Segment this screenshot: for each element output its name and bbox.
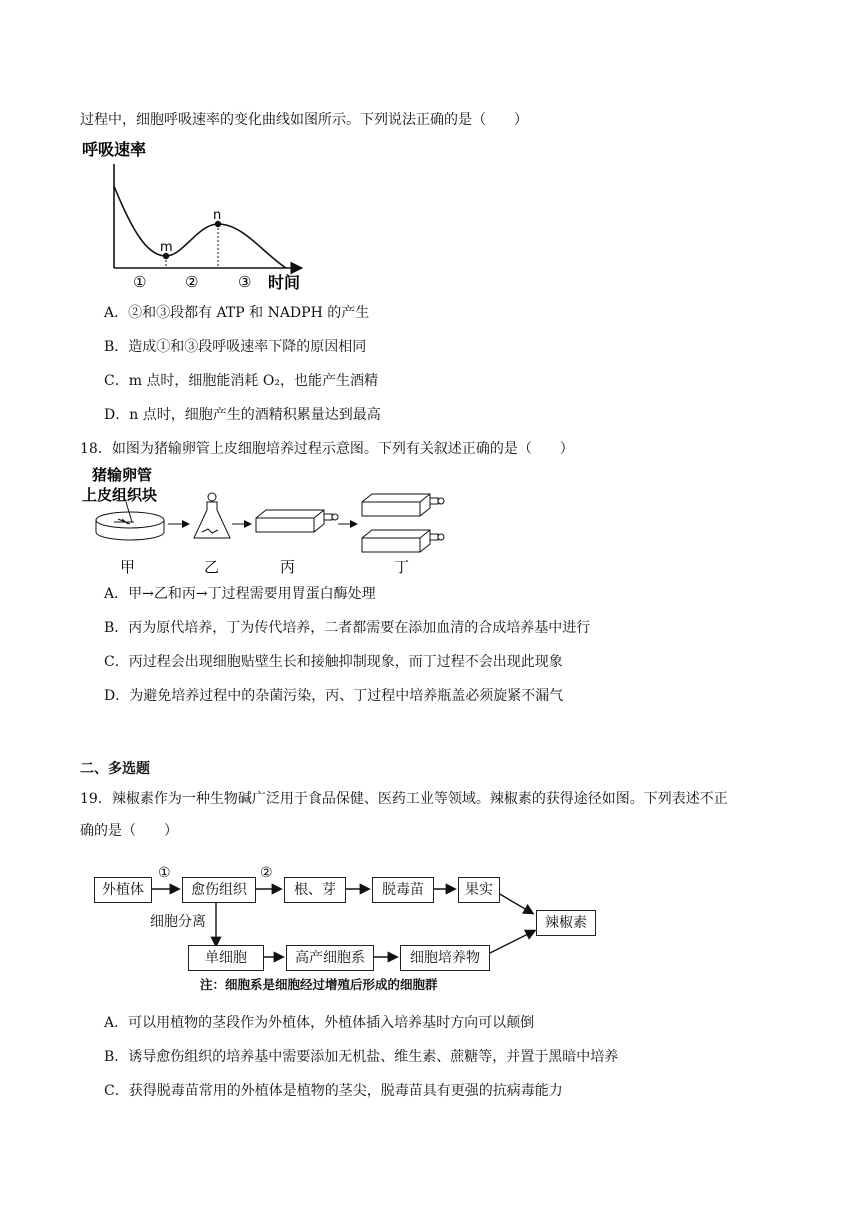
petri-dish-icon [96,502,164,540]
q17-stem: 过程中，细胞呼吸速率的变化曲线如图所示。下列说法正确的是（ ） [80,112,528,128]
flow-note: 注：细胞系是细胞经过增殖后形成的细胞群 [200,977,438,992]
box-root-bud: 根、芽 [284,877,346,903]
label-n: n [213,208,222,223]
culture-bottle-icon [362,530,444,552]
label-yi: 乙 [204,558,220,576]
box-culture: 细胞培养物 [400,945,490,971]
q18-option-a: A．甲→乙和丙→丁过程需要用胃蛋白酶处理 [104,586,376,602]
segment-2: ② [185,273,199,291]
q18-stem: 18．如图为猪输卵管上皮细胞培养过程示意图。下列有关叙述正确的是（ ） [80,441,574,457]
box-explant: 外植体 [94,877,152,903]
q19-option-a: A．可以用植物的茎段作为外植体，外植体插入培养基时方向可以颠倒 [104,1015,535,1031]
graph-xlabel: 时间 [268,273,301,292]
conical-flask-icon [194,493,230,538]
box-high-yield: 高产细胞系 [286,945,374,971]
q19-stem-line1: 19．辣椒素作为一种生物碱广泛用于食品保健、医药工业等领域。辣椒素的获得途径如图。下列表述不正 [80,791,728,807]
q19-option-b: B．诱导愈伤组织的培养基中需要添加无机盐、维生素、蔗糖等，并置于黑暗中培养 [104,1049,619,1065]
culture-bottle-icon [362,494,444,516]
diagram-title-2: 上皮组织块 [82,486,158,504]
label-jia: 甲 [120,558,136,576]
label-ding: 丁 [394,558,410,576]
box-callus: 愈伤组织 [182,877,256,903]
q19-option-c: C．获得脱毒苗常用的外植体是植物的茎尖，脱毒苗具有更强的抗病毒能力 [104,1083,563,1099]
q18-option-b: B．丙为原代培养，丁为传代培养，二者都需要在添加血清的合成培养基中进行 [104,620,591,636]
separation-label: 细胞分离 [150,914,206,930]
q17-option-b: B．造成①和③段呼吸速率下降的原因相同 [104,339,367,355]
capsaicin-flowchart [90,865,610,995]
rate-curve [114,186,286,268]
label-bing: 丙 [280,558,296,576]
step2-label: ② [260,865,273,881]
label-m: m [160,240,173,255]
box-capsaicin: 辣椒素 [536,910,596,936]
step1-label: ① [158,865,171,881]
q18-option-c: C．丙过程会出现细胞贴壁生长和接触抑制现象，而丁过程不会出现此现象 [104,654,563,670]
cell-culture-diagram [80,462,460,580]
respiration-graph [78,138,318,294]
box-virus-free: 脱毒苗 [372,877,434,903]
box-fruit: 果实 [458,877,500,903]
segment-1: ① [133,273,147,291]
q18-option-d: D．为避免培养过程中的杂菌污染，丙、丁过程中培养瓶盖必须旋紧不漏气 [104,688,564,704]
q17-option-d: D．n 点时，细胞产生的酒精积累量达到最高 [104,407,381,423]
q17-option-a: A．②和③段都有 ATP 和 NADPH 的产生 [104,305,370,321]
graph-ylabel: 呼吸速率 [82,140,147,159]
section-heading: 二、多选题 [80,761,150,777]
box-single-cell: 单细胞 [188,945,264,971]
diagram-title-1: 猪输卵管 [92,466,153,484]
segment-3: ③ [238,273,252,291]
culture-bottle-icon [256,510,338,532]
q19-stem-line2: 确的是（ ） [80,823,178,839]
q17-option-c: C．m 点时，细胞能消耗 O₂，也能产生酒精 [104,373,378,389]
